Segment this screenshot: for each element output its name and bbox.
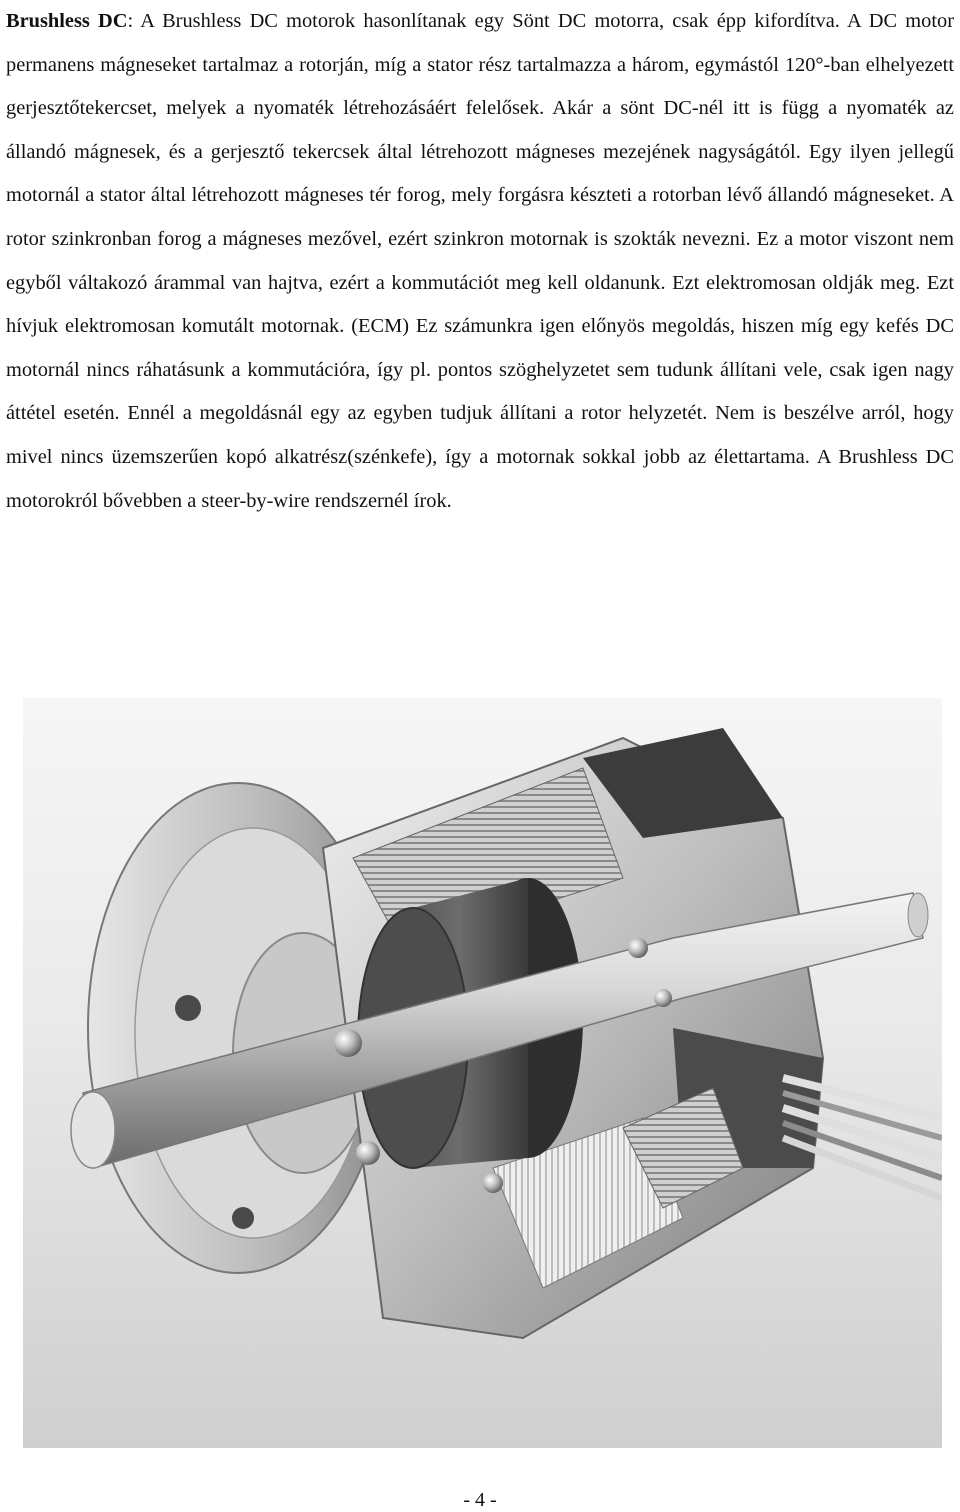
lead-term: Brushless DC [6,10,128,32]
motor-cutaway-illustration [23,698,942,1448]
body-paragraph [6,0,954,523]
paragraph-text: : A Brushless DC motorok hasonlítanak egy Sönt DC motorra, csak épp kifordítva. A DC motor permanens mágneseket tartalmaz a rotorján, míg a stator rész tartalmazza a három, egymástól 120°-ban elhelyezett gerjesztőtekercset, melyek a nyomaték létrehozásáért felelősek. Akár a sönt DC-nél itt is függ a nyomaték az állandó mágnesek, és a gerjesztő tekercsek által létrehozott mágneses mezejének nagyságától. Egy ilyen jellegű motornál a stator által létrehozott mágneses tér forog, mely forgásra készteti a rotorban lévő állandó mágneseket. A rotor szinkronban forog a mágneses mezővel, ezért szinkron motornak is szokták nevezni. Ez a motor viszont nem egyből váltakozó árammal van hajtva, ezért a kommutációt meg kell oldanunk. Ezt elektromosan oldják meg. Ezt hívjuk elektromosan komutált motornak. (ECM) Ez számunkra igen előnyös megoldás, hiszen míg egy kefés DC motornál nincs ráhatásunk a kommutációra, így pl. pontos szöghelyzetet sem tudunk állítani vele, csak igen nagy áttétel esetén. Ennél a megoldásnál egy az egyben tudjuk állítani a rotor helyzetét. Nem is beszélve arról, hogy mivel nincs üzemszerűen kopó alkatrész(szénkefe), így a motornak sokkal jobb az élettartama. A Brushless DC motorokról bővebben a steer-by-wire rendszernél írok. [6,10,954,512]
page-number: - 4 - [463,1489,497,1511]
motor-cutaway-drawing [23,698,942,1448]
